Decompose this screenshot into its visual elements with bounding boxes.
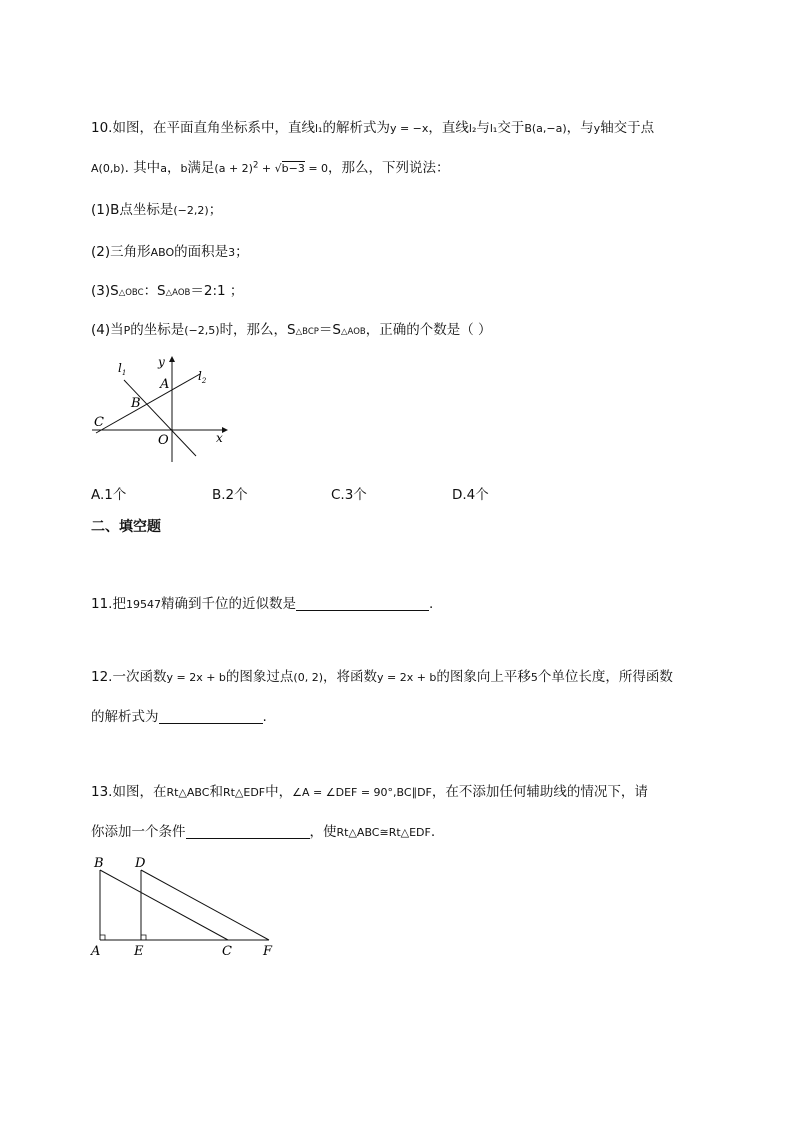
label-E: E xyxy=(134,944,144,959)
x-axis-arrow xyxy=(222,427,228,433)
label-B: B xyxy=(131,396,141,411)
right-angle-A xyxy=(100,935,105,940)
q10-option-b: B.2个 xyxy=(212,487,248,503)
label-F: F xyxy=(263,944,273,959)
q12-line-2: 的解析式为 . xyxy=(91,709,267,725)
q13-line-2: 你添加一个条件 ，使Rt△ABC≅Rt△EDF. xyxy=(91,824,436,840)
q11-line: 11.把19547精确到千位的近似数是 . xyxy=(91,596,434,612)
y-axis-arrow xyxy=(169,356,175,362)
label-A: A xyxy=(91,944,101,959)
label-D: D xyxy=(135,856,146,871)
label-l1: $l_1$ xyxy=(118,361,127,377)
line-l2 xyxy=(96,374,200,433)
q12-answer-blank[interactable] xyxy=(159,709,263,724)
q13-answer-blank[interactable] xyxy=(186,824,310,839)
q10-statement-3: (3)S△OBC：S△AOB＝2:1 ； xyxy=(91,283,244,299)
q10-statement-4: (4)当P的坐标是(−2,5)时，那么，S△BCP＝S△AOB，正确的个数是（ ） xyxy=(91,322,492,338)
label-y: y xyxy=(158,355,165,369)
label-A: A xyxy=(160,377,170,392)
q10-statement-1: (1)B点坐标是(−2,2)； xyxy=(91,202,223,218)
segment-DF xyxy=(141,870,269,940)
q10-line-1: 10.如图，在平面直角坐标系中，直线l₁的解析式为y = −x，直线l₂与l₁交于B(a,−a)，与y轴交于点 xyxy=(91,120,655,136)
segment-BC xyxy=(100,870,228,940)
q10-condition: $(a + 2)^2 + √b-3 = 0$ xyxy=(214,160,329,175)
q11-answer-blank[interactable] xyxy=(296,596,429,611)
right-angle-E xyxy=(141,935,146,940)
q13-triangles-figure xyxy=(88,852,288,964)
q10-option-d: D.4个 xyxy=(452,487,489,503)
label-C: C xyxy=(222,944,232,959)
q10-coordinate-figure xyxy=(88,352,238,467)
q10-option-a: A.1个 xyxy=(91,487,127,503)
q10-statement-2: (2)三角形ABO的面积是3； xyxy=(91,244,249,260)
label-B: B xyxy=(94,856,104,871)
label-C: C xyxy=(94,415,104,430)
q13-line-1: 13.如图，在Rt△ABC和Rt△EDF中，∠A = ∠DEF = 90°,BC∥DF，在不添加任何辅助线的情况下，请 xyxy=(91,784,648,800)
label-x: x xyxy=(216,431,223,445)
q10-option-c: C.3个 xyxy=(331,487,367,503)
label-O: O xyxy=(158,433,169,448)
q10-line-2: A(0,b). 其中a，b满足$(a + 2)^2 + √b-3 = 0$，那么，下列说法： xyxy=(91,160,450,176)
label-l2: $l_2$ xyxy=(198,369,207,385)
section-heading: 二、填空题 xyxy=(91,519,161,535)
q12-line-1: 12.一次函数y = 2x + b的图象过点(0, 2)，将函数y = 2x + b的图象向上平移5个单位长度，所得函数 xyxy=(91,669,673,685)
